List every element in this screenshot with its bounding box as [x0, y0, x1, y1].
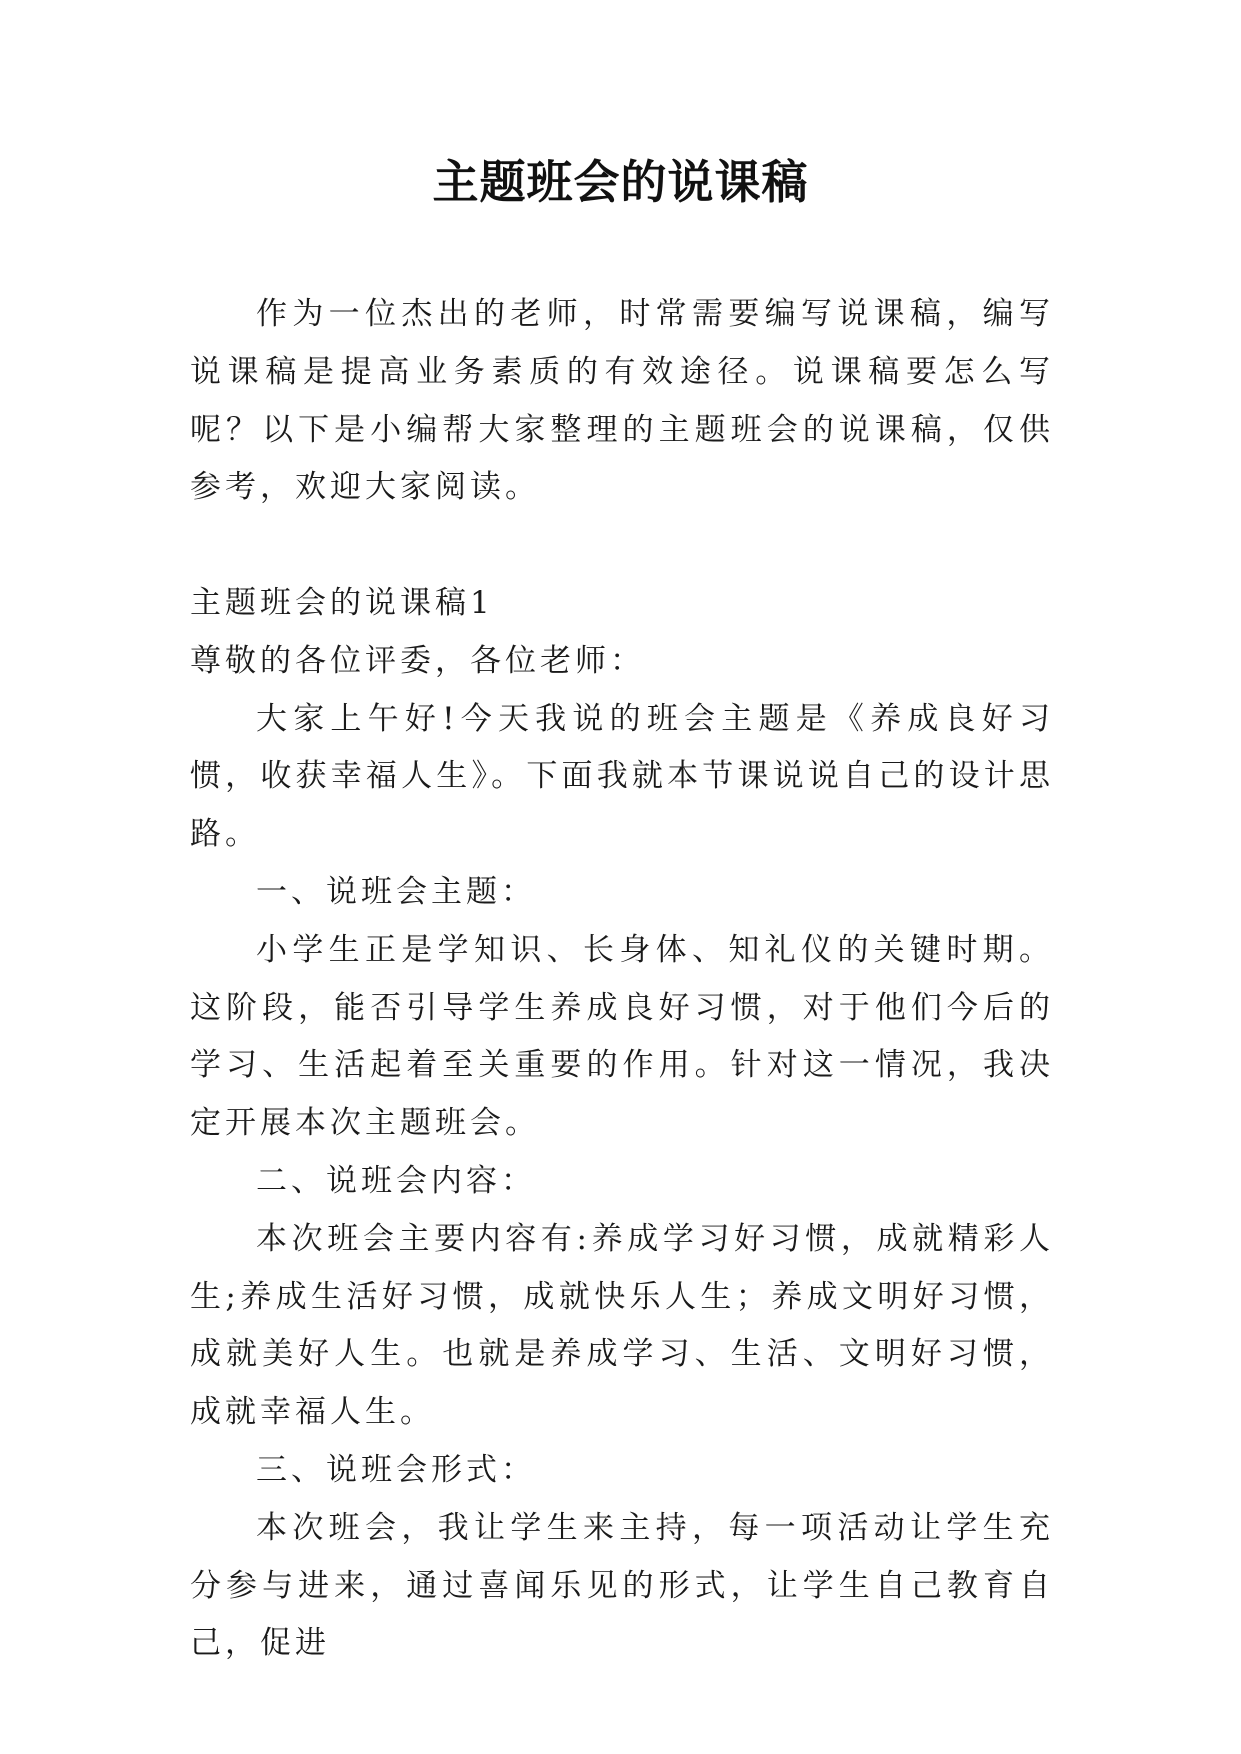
section-subheading: 三、说班会形式： [256, 1451, 536, 1488]
document-title: 主题班会的说课稿 [432, 155, 809, 209]
section-subheading: 一、说班会主题： [256, 873, 536, 910]
intro-paragraph: 作为一位杰出的老师，时常需要编写说课稿，编写说课稿是提高业务素质的有效途径。说课稿要怎么写呢？以下是小编帮大家整理的主题班会的说课稿，仅供参考，欢迎大家阅读。 [190, 296, 1054, 506]
document-body [190, 286, 1054, 1673]
paragraph-spacer [190, 517, 1054, 575]
salutation: 尊敬的各位评委，各位老师： [190, 642, 645, 679]
body-paragraph: 大家上午好!今天我说的班会主题是《养成良好习惯，收获幸福人生》。下面我就本节课说说自己的设计思路。 [190, 700, 1054, 853]
section-subheading: 二、说班会内容： [256, 1162, 536, 1199]
section-heading: 主题班会的说课稿1 [190, 584, 494, 621]
body-paragraph: 小学生正是学知识、长身体、知礼仪的关键时期。这阶段，能否引导学生养成良好习惯，对于他们今后的学习、生活起着至关重要的作用。针对这一情况，我决定开展本次主题班会。 [190, 931, 1054, 1142]
body-paragraph: 本次班会，我让学生来主持，每一项活动让学生充分参与进来，通过喜闻乐见的形式，让学生自己教育自己，促进 [190, 1509, 1054, 1662]
body-paragraph: 本次班会主要内容有:养成学习好习惯，成就精彩人生;养成生活好习惯，成就快乐人生；养成文明好习惯，成就美好人生。也就是养成学习、生活、文明好习惯，成就幸福人生。 [190, 1220, 1054, 1431]
